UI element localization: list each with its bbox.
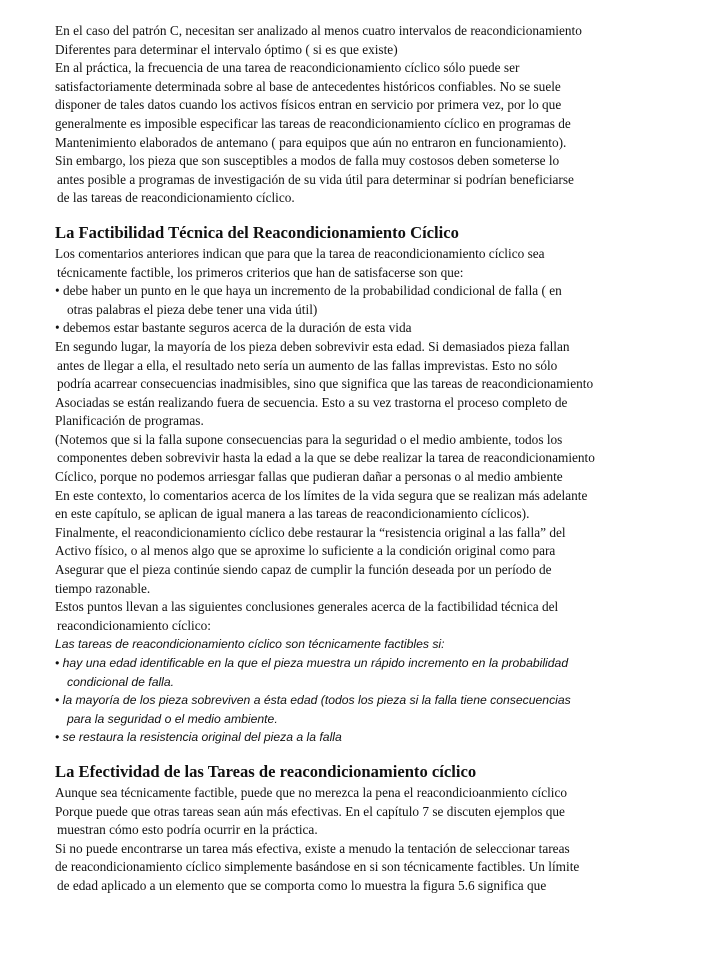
section-intro bbox=[55, 22, 705, 208]
paragraph-line: Asegurar que el pieza continúe siendo capaz de cumplir la función deseada por un período de bbox=[55, 562, 552, 578]
italic-line: Las tareas de reacondicionamiento cíclico son técnicamente factibles si: bbox=[55, 637, 445, 652]
paragraph-line: en este capítulo, se aplican de igual manera a las tareas de reacondicionamiento cíclicos). bbox=[55, 506, 530, 522]
paragraph-line: muestran cómo esto podría ocurrir en la práctica. bbox=[57, 822, 318, 838]
paragraph-line: componentes deben sobrevivir hasta la edad a la que se debe realizar la tarea de reacondicionamiento bbox=[57, 450, 595, 466]
paragraph-line: Diferentes para determinar el intervalo óptimo ( si es que existe) bbox=[55, 41, 398, 57]
paragraph-line: Aunque sea técnicamente factible, puede que no merezca la pena el reacondicioanmiento cíclico bbox=[55, 784, 568, 800]
section-technical-feasibility bbox=[55, 222, 705, 747]
paragraph-line: de reacondicionamiento cíclico simplemente basándose en si son técnicamente factibles. Un límite bbox=[55, 859, 580, 875]
section-heading: La Factibilidad Técnica del Reacondicionamiento Cíclico bbox=[55, 222, 459, 242]
italic-bullet-line: • la mayoría de los pieza sobreviven a ésta edad (todos los pieza si la falla tiene consecuencias bbox=[55, 693, 571, 708]
section-effectiveness bbox=[55, 761, 705, 896]
paragraph-line: reacondicionamiento cíclico: bbox=[57, 617, 211, 633]
paragraph-line: Planificación de programas. bbox=[55, 413, 204, 429]
document-page bbox=[55, 22, 705, 896]
paragraph-line: Si no puede encontrarse un tarea más efectiva, existe a menudo la tentación de seleccionar tareas bbox=[55, 840, 570, 856]
paragraph-line: generalmente es imposible especificar las tareas de reacondicionamiento cíclico en programas de bbox=[55, 115, 571, 131]
paragraph-line: satisfactoriamente determinada sobre al base de antecedentes históricos confiables. No se suele bbox=[55, 78, 561, 94]
paragraph-line: de edad aplicado a un elemento que se comporta como lo muestra la figura 5.6 significa que bbox=[57, 877, 547, 893]
paragraph-line: Asociadas se están realizando fuera de secuencia. Esto a su vez trastorna el proceso completo de bbox=[55, 394, 568, 410]
italic-bullet-line: • hay una edad identificable en la que el pieza muestra un rápido incremento en la probabilidad bbox=[55, 656, 569, 670]
paragraph-line: Activo físico, o al menos algo que se aproxime lo suficiente a la condición original como para bbox=[55, 543, 556, 559]
paragraph-line: En segundo lugar, la mayoría de los pieza deben sobrevivir esta edad. Si demasiados pieza fallan bbox=[55, 338, 570, 354]
bullet-line: • debe haber un punto en le que haya un incremento de la probabilidad condicional de falla ( en bbox=[55, 283, 562, 299]
paragraph-line: En el caso del patrón C, necesitan ser analizado al menos cuatro intervalos de reacondicionamiento bbox=[55, 23, 582, 38]
paragraph-line: disponer de tales datos cuando los activos físicos entran en servicio por primera vez, por lo que bbox=[55, 97, 562, 113]
section-heading: La Efectividad de las Tareas de reacondicionamiento cíclico bbox=[55, 761, 477, 781]
paragraph-line: Mantenimiento elaborados de antemano ( para equipos que aún no entraron en funcionamiento). bbox=[55, 134, 567, 150]
italic-bullet-continuation: para la seguridad o el medio ambiente. bbox=[67, 711, 278, 726]
bullet-line: • debemos estar bastante seguros acerca de la duración de esta vida bbox=[55, 320, 412, 336]
paragraph-line: podría acarrear consecuencias inadmisibles, sino que significa que las tareas de reacondicionamiento bbox=[57, 376, 594, 392]
paragraph-line: Finalmente, el reacondicionamiento cíclico debe restaurar la “resistencia original a las falla” del bbox=[55, 524, 566, 540]
paragraph-line: Los comentarios anteriores indican que para que la tarea de reacondicionamiento cíclico sea bbox=[55, 245, 545, 261]
paragraph-line: (Notemos que si la falla supone consecuencias para la seguridad o el medio ambiente, todos los bbox=[55, 431, 563, 447]
paragraph-line: de las tareas de reacondicionamiento cíclico. bbox=[57, 190, 295, 206]
italic-bullet-line: • se restaura la resistencia original del pieza a la falla bbox=[55, 730, 342, 745]
paragraph-line: antes de llegar a ella, el resultado neto sería un aumento de las fallas imprevistas. Esto no sólo bbox=[57, 357, 558, 373]
paragraph-line: antes posible a programas de investigación de su vida útil para determinar si podrían beneficiarse bbox=[57, 171, 574, 187]
paragraph-line: Sin embargo, los pieza que son susceptibles a modos de falla muy costosos deben someterse lo bbox=[55, 153, 560, 169]
paragraph-line: En este contexto, lo comentarios acerca de los límites de la vida segura que se realizan más adelante bbox=[55, 487, 588, 503]
bullet-continuation: otras palabras el pieza debe tener una vida útil) bbox=[67, 301, 318, 317]
paragraph-line: Porque puede que otras tareas sean aún más efectivas. En el capítulo 7 se discuten ejemplos que bbox=[55, 803, 565, 819]
paragraph-line: Estos puntos llevan a las siguientes conclusiones generales acerca de la factibilidad técnica del bbox=[55, 599, 559, 615]
paragraph-line: tiempo razonable. bbox=[55, 580, 151, 596]
paragraph-line: técnicamente factible, los primeros criterios que han de satisfacerse son que: bbox=[57, 264, 464, 280]
paragraph-line: Cíclico, porque no podemos arriesgar fallas que pudieran dañar a personas o al medio ambiente bbox=[55, 469, 563, 485]
paragraph-line: En al práctica, la frecuencia de una tarea de reacondicionamiento cíclico sólo puede ser bbox=[55, 60, 520, 76]
italic-bullet-continuation: condicional de falla. bbox=[67, 674, 175, 689]
